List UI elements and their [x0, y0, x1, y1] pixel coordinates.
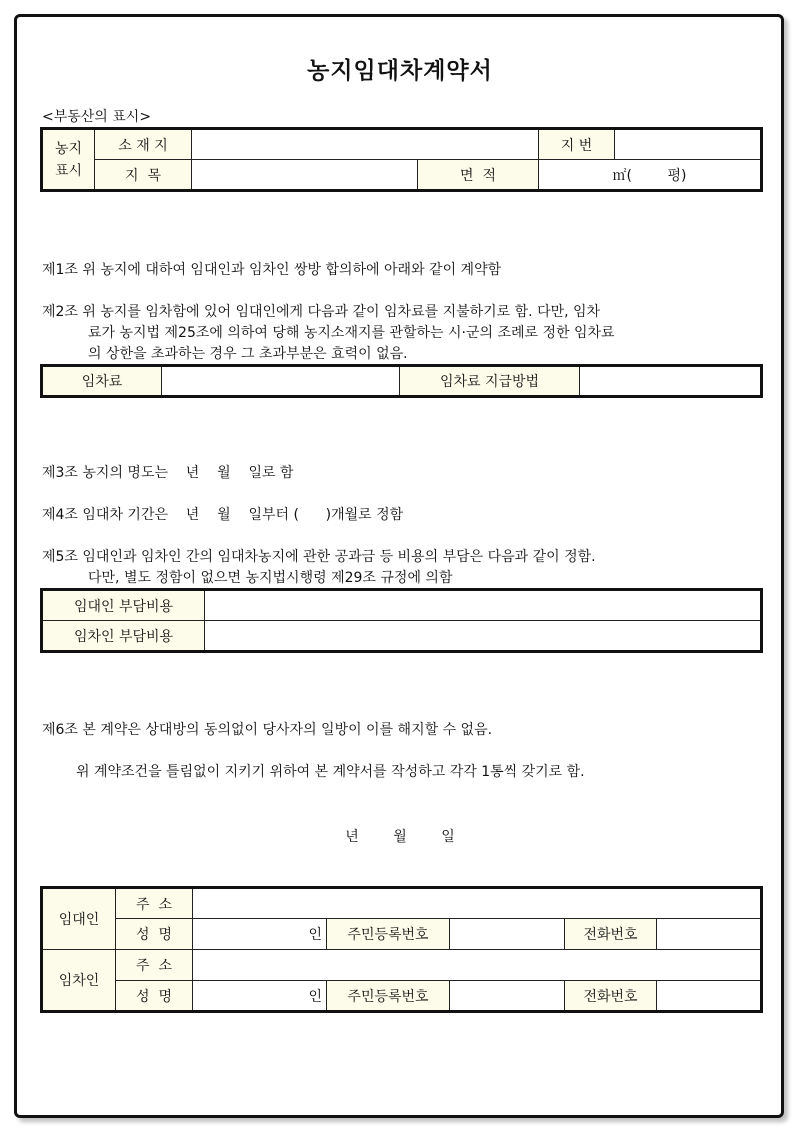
lessor-resident-no-field[interactable] [450, 919, 565, 950]
lot-number-label: 지 번 [539, 129, 615, 160]
lessee-phone-label: 전화번호 [565, 981, 657, 1012]
lot-number-field[interactable] [615, 129, 762, 160]
farmland-label-cell [42, 129, 95, 191]
document-title: 농지임대차계약서 [307, 58, 493, 84]
lessee-label: 임차인 [42, 950, 116, 1012]
lessee-name-field[interactable]: 인 [193, 981, 327, 1012]
clause-2-line-1: 제2조 위 농지를 임차함에 있어 임대인에게 다음과 같이 임차료를 지불하기로 함. 다만, 임차 [42, 304, 601, 320]
clause-4: 제4조 임대차 기간은 년 월 일부터 ( )개월로 정함 [42, 507, 404, 523]
lessee-address-label: 주 소 [116, 950, 193, 981]
clause-1: 제1조 위 농지에 대하여 임대인과 임차인 쌍방 합의하에 아래와 같이 계약함 [42, 262, 502, 278]
lessor-phone-label: 전화번호 [565, 919, 657, 950]
lessor-cost-field[interactable] [205, 590, 762, 621]
clause-2-line-3: 의 상한을 초과하는 경우 그 초과부분은 효력이 없음. [88, 346, 408, 362]
lessee-cost-field[interactable] [205, 621, 762, 652]
payment-method-field[interactable] [580, 366, 762, 397]
land-category-field[interactable] [192, 160, 418, 191]
area-label: 면 적 [418, 160, 539, 191]
payment-method-label: 임차료 지급방법 [400, 366, 580, 397]
cost-burden-table [40, 588, 763, 653]
location-label: 소 재 지 [95, 129, 192, 160]
lessor-resident-no-label: 주민등록번호 [327, 919, 450, 950]
farmland-label: 농지 [54, 140, 83, 157]
clause-2-line-2: 료가 농지법 제25조에 의하여 당해 농지소재지를 관할하는 시·군의 조례로 정한 임차료 [88, 325, 615, 341]
lessor-address-label: 주 소 [116, 888, 193, 919]
land-category-label: 지 목 [95, 160, 192, 191]
lessor-label: 임대인 [42, 888, 116, 950]
lessee-address-field[interactable] [193, 950, 762, 981]
display-label: 표시 [54, 162, 83, 179]
lessee-cost-label: 임차인 부담비용 [42, 621, 205, 652]
contract-date: 년 월 일 [345, 829, 455, 845]
lessor-cost-label: 임대인 부담비용 [42, 590, 205, 621]
lessor-address-field[interactable] [193, 888, 762, 919]
location-field[interactable] [192, 129, 539, 160]
clause-5-line-2: 다만, 별도 정함이 없으면 농지법시행령 제29조 규정에 의함 [88, 570, 453, 586]
clause-3: 제3조 농지의 명도는 년 월 일로 함 [42, 465, 294, 481]
clause-2 [42, 302, 760, 365]
property-table [40, 127, 763, 192]
rent-field[interactable] [162, 366, 400, 397]
parties-table [40, 886, 763, 1013]
area-field[interactable]: ㎡( 평) [539, 160, 762, 191]
clause-6: 제6조 본 계약은 상대방의 동의없이 당사자의 일방이 이를 해지할 수 없음. [42, 722, 493, 738]
property-section-header: <부동산의 표시> [42, 109, 152, 125]
lessor-phone-field[interactable] [657, 919, 762, 950]
rent-table [40, 364, 763, 398]
clause-5 [42, 547, 760, 589]
lessee-phone-field[interactable] [657, 981, 762, 1012]
lessee-name-label: 성 명 [116, 981, 193, 1012]
closing-statement: 위 계약조건을 틀림없이 지키기 위하여 본 계약서를 작성하고 각각 1통씩 갖기로 함. [76, 764, 585, 780]
lessee-resident-no-label: 주민등록번호 [327, 981, 450, 1012]
lessor-name-label: 성 명 [116, 919, 193, 950]
lessor-name-field[interactable]: 인 [193, 919, 327, 950]
rent-label: 임차료 [42, 366, 162, 397]
lessee-resident-no-field[interactable] [450, 981, 565, 1012]
clause-5-line-1: 제5조 임대인과 임차인 간의 임대차농지에 관한 공과금 등 비용의 부담은 다음과 같이 정함. [42, 549, 596, 565]
